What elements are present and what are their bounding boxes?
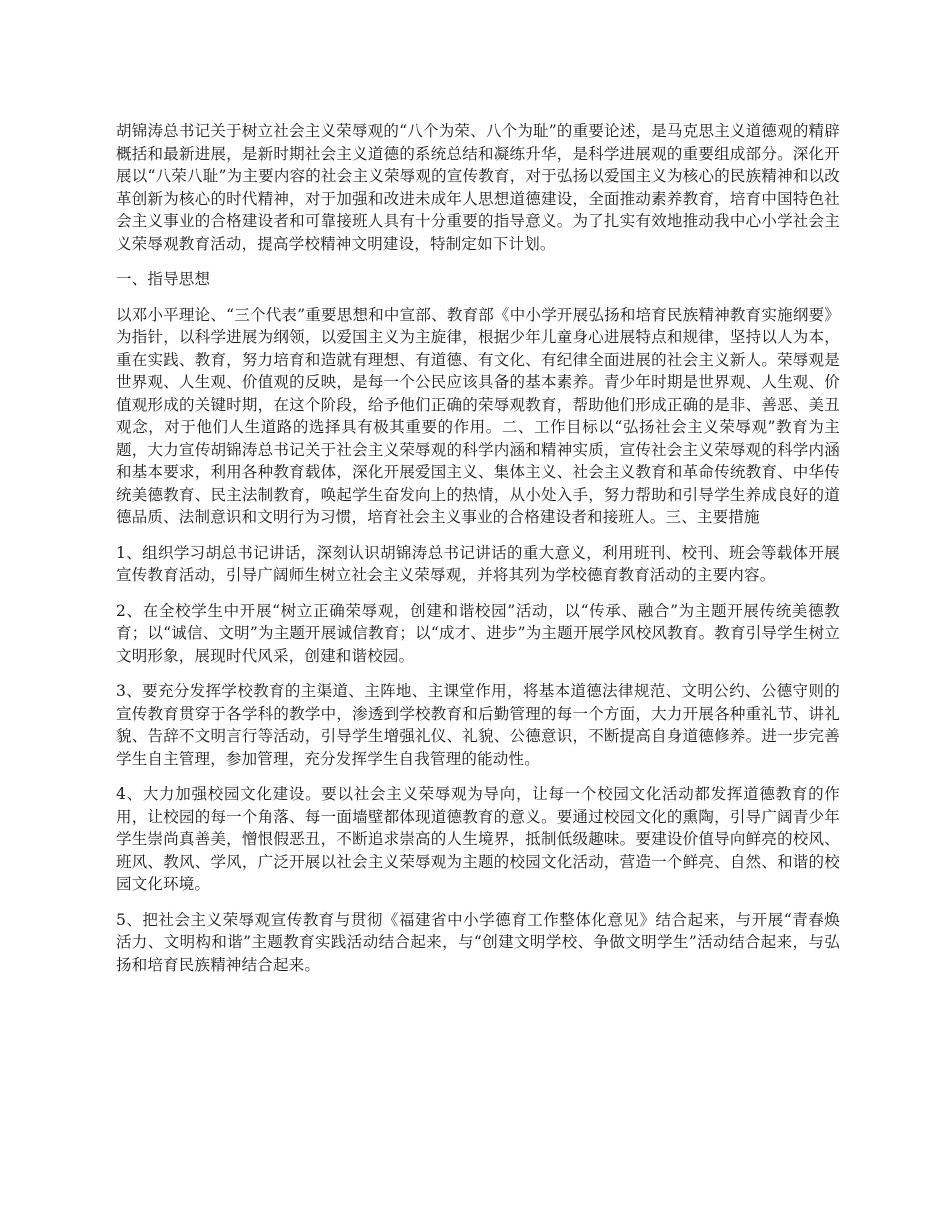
measure-paragraph-3: 3、要充分发挥学校教育的主渠道、主阵地、主课堂作用，将基本道德法律规范、文明公约、公德守则的宣传教育贯穿于各学科的教学中，渗透到学校教育和后勤管理的每一个方面，大力开展各种重礼节、讲礼貌、告辞不文明言行等活动，引导学生增强礼仪、礼貌、公德意识，不断提高自身道德修养。进一步完善学生自主管理，参加管理，充分发挥学生自我管理的能动性。 [116, 682, 840, 768]
measure-paragraph-4: 4、大力加强校园文化建设。要以社会主义荣辱观为导向，让每一个校园文化活动都发挥道德教育的作用，让校园的每一个角落、每一面墙壁都体现道德教育的意义。要通过校园文化的熏陶，引导广阔青少年学生崇尚真善美，憎恨假恶丑，不断追求崇高的人生境界，抵制低级趣味。要建设价值导向鲜亮的校风、班风、教风、学风，广泛开展以社会主义荣辱观为主题的校园文化活动，营造一个鲜亮、自然、和谐的校园文化环境。 [116, 785, 840, 893]
guiding-ideology-paragraph: 以邓小平理论、“三个代表”重要思想和中宣部、教育部《中小学开展弘扬和培育民族精神教育实施纲要》为指针，以科学进展为纲领，以爱国主义为主旋律，根据少年儿童身心进展特点和规律，坚持以人为本，重在实践、教育，努力培育和造就有理想、有道德、有文化、有纪律全面进展的社会主义新人。荣辱观是世界观、人生观、价值观的反映，是每一个公民应该具备的基本素养。青少年时期是世界观、人生观、价值观形成的关键时期，在这个阶段，给予他们正确的荣辱观教育，帮助他们形成正确的是非、善恶、美丑观念，对于他们人生道路的选择具有极其重要的作用。二、工作目标以“弘扬社会主义荣辱观”教育为主题，大力宣传胡锦涛总书记关于社会主义荣辱观的科学内涵和精神实质，宣传社会主义荣辱观的科学内涵和基本要求，利用各种教育载体，深化开展爱国主义、集体主义、社会主义教育和革命传统教育、中华传统美德教育、民主法制教育，唤起学生奋发向上的热情，从小处入手，努力帮助和引导学生养成良好的道德品质、法制意识和文明行为习惯，培育社会主义事业的合格建设者和接班人。三、主要措施 [116, 305, 840, 526]
intro-paragraph: 胡锦涛总书记关于树立社会主义荣辱观的“八个为荣、八个为耻”的重要论述，是马克思主义道德观的精辟概括和最新进展，是新时期社会主义道德的系统总结和凝练升华，是科学进展观的重要组成部分。深化开展以“八荣八耻”为主要内容的社会主义荣辱观的宣传教育，对于弘扬以爱国主义为核心的民族精神和以改革创新为核心的时代精神，对于加强和改进未成年人思想道德建设，全面推动素养教育，培育中国特色社会主义事业的合格建设者和可靠接班人具有十分重要的指导意义。为了扎实有效地推动我中心小学社会主义荣辱观教育活动，提高学校精神文明建设，特制定如下计划。 [116, 122, 840, 253]
measure-paragraph-1: 1、组织学习胡总书记讲话，深刻认识胡锦涛总书记讲话的重大意义，利用班刊、校刊、班会等载体开展宣传教育活动，引导广阔师生树立社会主义荣辱观，并将其列为学校德育教育活动的主要内容。 [116, 543, 840, 584]
measure-paragraph-2: 2、在全校学生中开展“树立正确荣辱观，创建和谐校园”活动，以“传承、融合”为主题开展传统美德教育；以“诚信、文明”为主题开展诚信教育；以“成才、进步”为主题开展学风校风教育。教育引导学生树立文明形象，展现时代风采，创建和谐校园。 [116, 601, 840, 665]
measure-paragraph-5: 5、把社会主义荣辱观宣传教育与贯彻《福建省中小学德育工作整体化意见》结合起来，与开展“青春焕活力、文明构和谐”主题教育实践活动结合起来，与“创建文明学校、争做文明学生”活动结合起来，与弘扬和培育民族精神结合起来。 [116, 910, 840, 974]
section-heading-guiding-ideology: 一、指导思想 [116, 270, 211, 288]
document-body [116, 120, 840, 989]
